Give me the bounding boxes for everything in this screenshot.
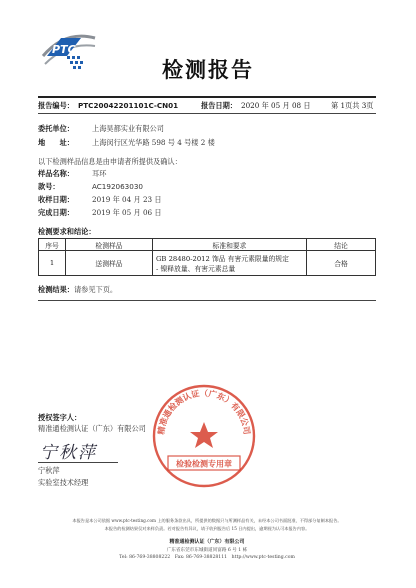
handwritten-signature: 宁秋萍 xyxy=(40,443,97,463)
sample-name-row xyxy=(38,169,106,179)
report-no: PTC20042201101C-CN01 xyxy=(78,101,179,110)
footer-address: 广东省东莞市东城街道同富路 6 号 1 栋 xyxy=(166,548,248,553)
footer-contact: Tel: 86-769-38808222 Fax: 86-769-38828111 http://www.ptc-testing.com xyxy=(119,555,295,560)
col-index-header: 序号 xyxy=(39,239,66,251)
result-text: 请参见下页。 xyxy=(73,285,118,294)
report-meta xyxy=(38,101,376,111)
requirements-table xyxy=(38,238,376,276)
sample-name-label: 样品名称： xyxy=(38,169,74,178)
result-label: 检测结果： xyxy=(38,285,74,294)
signatory-name: 宁秋萍 xyxy=(38,466,60,475)
logo-text: PTC xyxy=(52,43,76,56)
col-standard-header: 标准和要求 xyxy=(153,239,307,251)
client-address: 上海闵行区光华路 598 号 4 号楼 2 楼 xyxy=(92,138,215,147)
row-standard xyxy=(153,251,307,276)
table-header-row xyxy=(39,239,376,251)
signatory-label: 授权签字人： xyxy=(38,413,82,422)
sample-model-label: 款号： xyxy=(38,182,60,191)
divider xyxy=(38,113,376,114)
col-sample-header: 检测样品 xyxy=(66,239,153,251)
client-address-row xyxy=(38,138,215,148)
sample-note: 以下检测样品信息是由申请者所提供及确认： xyxy=(38,157,182,166)
client-company: 上海昊都实业有限公司 xyxy=(92,124,164,133)
footer-company: 精准通检测认证（广东）有限公司 xyxy=(169,539,245,545)
row-sample: 送测样品 xyxy=(66,251,153,276)
client-company-row xyxy=(38,124,164,134)
client-address-label: 地 址： xyxy=(38,138,74,147)
divider xyxy=(38,96,376,98)
received-date: 2019 年 04 月 23 日 xyxy=(92,195,162,204)
client-company-label: 委托单位： xyxy=(38,124,74,133)
report-date-label: 报告日期： xyxy=(201,101,237,110)
footer-disclaimer-1: 本报告是本公司依据 www.ptc-testing.com 上的服务条款出具，所提供的数据只与所测样品有关，未经本公司书面批准，不得部分复制本报告。 xyxy=(72,518,342,523)
signatory-org: 精准通检测认证（广东）有限公司 xyxy=(38,424,146,433)
sample-name: 耳环 xyxy=(92,169,107,178)
completed-date-row xyxy=(38,208,162,218)
received-date-label: 收样日期： xyxy=(38,195,74,204)
official-stamp xyxy=(150,382,258,490)
stamp-ring-text: 精准通检测认证（广东）有限公司 xyxy=(155,388,253,436)
divider xyxy=(38,300,376,301)
standard-line-2: - 镍释放量、有害元素总量 xyxy=(156,265,236,273)
row-index: 1 xyxy=(39,251,66,276)
requirements-heading: 检测要求和结论： xyxy=(38,227,96,236)
report-no-label: 报告编号： xyxy=(38,101,74,110)
sample-model-row xyxy=(38,182,143,192)
result-row xyxy=(38,285,117,294)
completed-date-label: 完成日期： xyxy=(38,208,74,217)
standard-line-1: GB 28480-2012 饰品 有害元素限量的规定 xyxy=(156,255,289,263)
page-number: 第 1页共 3页 xyxy=(331,101,374,110)
footer-disclaimer-2: 本报告的检测结果仅对来样负责。若对报告有异议，请于收到报告后 15 日内提出，逾期视为认可本报告内容。 xyxy=(104,526,310,531)
received-date-row xyxy=(38,195,162,205)
stamp-center-text: 检验检测专用章 xyxy=(176,459,232,469)
report-title: 检测报告 xyxy=(162,57,254,82)
table-row xyxy=(39,251,376,276)
row-conclusion: 合格 xyxy=(307,251,376,276)
col-conclusion-header: 结论 xyxy=(307,239,376,251)
signature-line xyxy=(38,462,118,463)
signatory-title: 实验室技术经理 xyxy=(38,478,89,487)
completed-date: 2019 年 05 月 06 日 xyxy=(92,208,162,217)
sample-model: AC192063030 xyxy=(92,182,143,191)
report-date: 2020 年 05 月 08 日 xyxy=(241,101,311,110)
